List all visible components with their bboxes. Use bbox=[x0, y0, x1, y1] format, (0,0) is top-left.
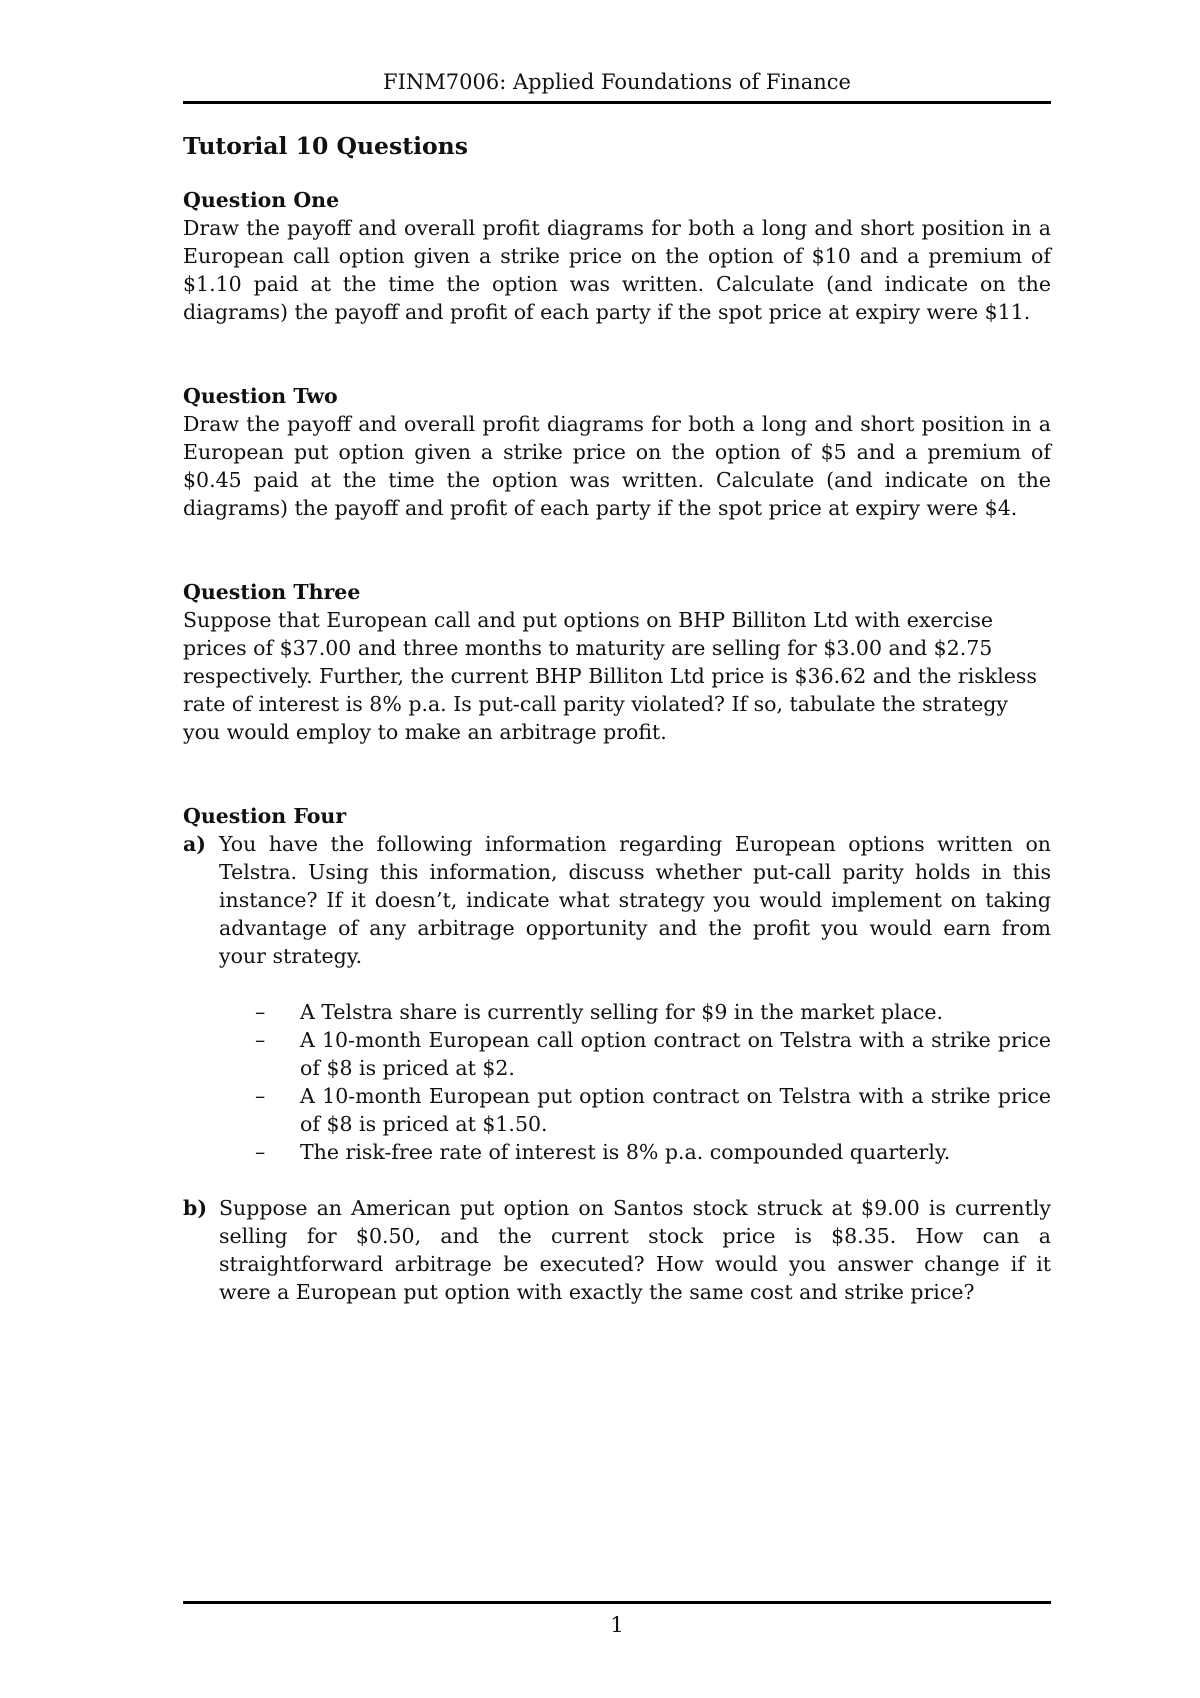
list-item bbox=[255, 1138, 1051, 1166]
bullet-text: A Telstra share is currently selling for $9 in the market place. bbox=[300, 1000, 944, 1024]
dash-bullet: – bbox=[255, 1084, 266, 1108]
dash-bullet: – bbox=[255, 1028, 266, 1052]
question-part-a bbox=[183, 830, 1051, 1166]
question-heading: Question Two bbox=[183, 384, 338, 408]
part-label: a) bbox=[183, 832, 206, 856]
header-rule bbox=[183, 101, 1051, 104]
page-content bbox=[183, 132, 1051, 1362]
question-part-b bbox=[183, 1194, 1051, 1306]
list-item bbox=[255, 1026, 1051, 1082]
page-number: 1 bbox=[610, 1613, 624, 1637]
question-heading: Question Four bbox=[183, 804, 347, 828]
bullet-list bbox=[219, 998, 1051, 1166]
question-three bbox=[183, 578, 1051, 746]
list-item bbox=[255, 998, 1051, 1026]
question-text: Suppose that European call and put options on BHP Billiton Ltd with exercise prices of $37.00 and three months to maturity are selling for $3.00 and $2.75 respectively. Further, the current BHP Billiton Ltd price is $36.62 and the riskless rate of interest is 8% p.a. Is put-call parity violated? If so, tabulate the strategy you would employ to make an arbitrage profit. bbox=[183, 608, 1037, 744]
part-text: You have the following information regarding European options written on Telstra. Using this information, discuss whether put-call parity holds in this instance? If it doesn’t, indicate what strategy you would implement on taking advantage of any arbitrage opportunity and the profit you would earn from your strategy. bbox=[219, 832, 1051, 968]
part-body bbox=[219, 1194, 1051, 1306]
bullet-text: A 10-month European call option contract on Telstra with a strike price of $8 is priced at $2. bbox=[300, 1028, 1051, 1080]
question-text: Draw the payoff and overall profit diagrams for both a long and short position in a European put option given a strike price on the option of $5 and a premium of $0.45 paid at the time the option was written. Calculate (and indicate on the diagrams) the payoff and profit of each party if the spot price at expiry were $4. bbox=[183, 412, 1051, 520]
question-two bbox=[183, 382, 1051, 522]
bullet-text: A 10-month European put option contract on Telstra with a strike price of $8 is priced at $1.50. bbox=[300, 1084, 1051, 1136]
dash-bullet: – bbox=[255, 1140, 266, 1164]
running-header: FINM7006: Applied Foundations of Finance bbox=[383, 70, 851, 94]
question-heading: Question Three bbox=[183, 580, 361, 604]
part-body bbox=[219, 830, 1051, 1166]
page-title: Tutorial 10 Questions bbox=[183, 132, 468, 160]
bullet-text: The risk-free rate of interest is 8% p.a. compounded quarterly. bbox=[300, 1140, 951, 1164]
question-text: Draw the payoff and overall profit diagrams for both a long and short position in a European call option given a strike price on the option of $10 and a premium of $1.10 paid at the time the option was written. Calculate (and indicate on the diagrams) the payoff and profit of each party if the spot price at expiry were $11. bbox=[183, 216, 1051, 324]
list-item bbox=[255, 1082, 1051, 1138]
part-text: Suppose an American put option on Santos stock struck at $9.00 is currently selling for $0.50, and the current stock price is $8.35. How can a straightforward arbitrage be executed? How would you answer change if it were a European put option with exactly the same cost and strike price? bbox=[219, 1196, 1051, 1304]
question-heading: Question One bbox=[183, 188, 340, 212]
question-one bbox=[183, 186, 1051, 326]
footer-rule bbox=[183, 1601, 1051, 1604]
part-label: b) bbox=[183, 1196, 208, 1220]
question-four bbox=[183, 802, 1051, 1306]
dash-bullet: – bbox=[255, 1000, 266, 1024]
